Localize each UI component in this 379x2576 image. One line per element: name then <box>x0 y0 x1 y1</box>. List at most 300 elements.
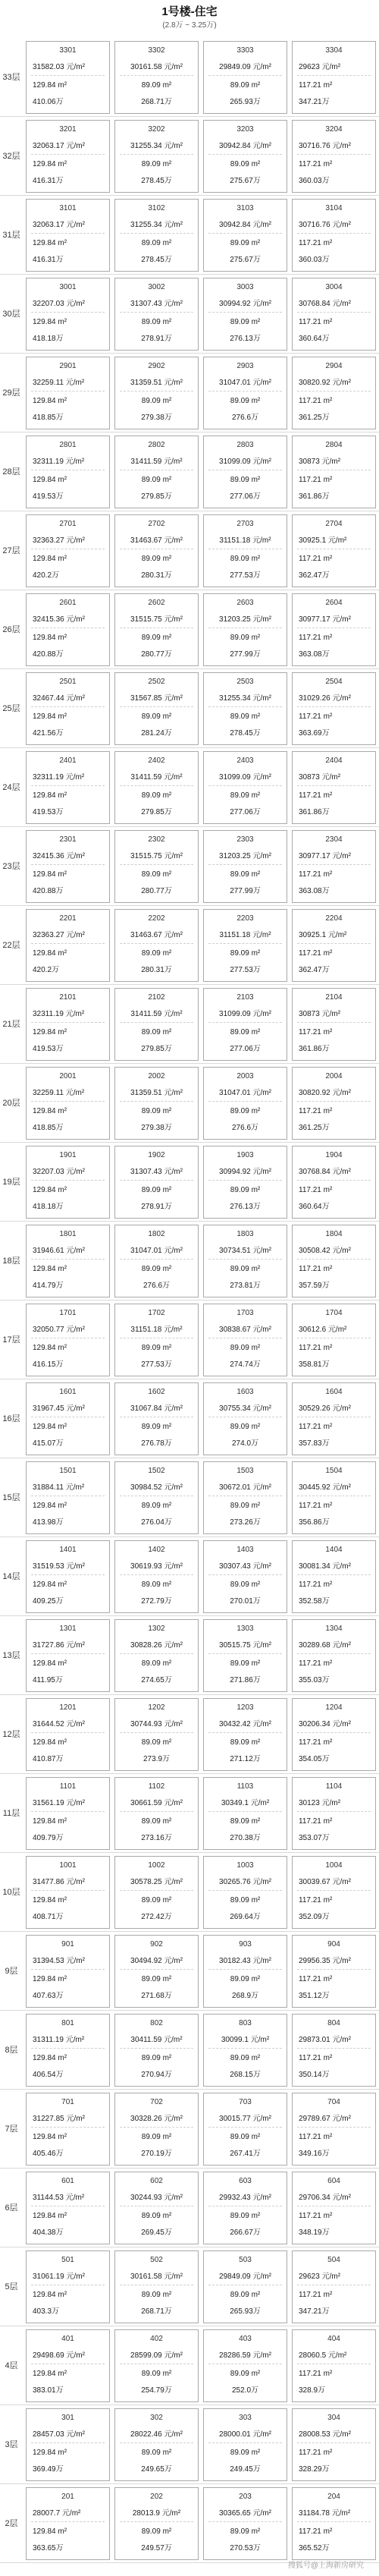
floor-row <box>0 1853 379 1932</box>
unit-unit-price: 28013.9 元/m² <box>132 2509 181 2518</box>
unit-card[interactable] <box>292 2408 376 2481</box>
unit-area: 89.09 m² <box>230 1107 261 1115</box>
floor-label: 16层 <box>2 1414 20 1423</box>
unit-divider <box>297 154 371 155</box>
unit-number: 2203 <box>236 914 254 923</box>
unit-total-price: 279.38万 <box>141 1124 172 1132</box>
unit-card[interactable] <box>292 357 376 429</box>
unit-area: 129.84 m² <box>33 2133 67 2141</box>
unit-card[interactable] <box>292 1146 376 1219</box>
unit-card[interactable] <box>203 41 287 114</box>
unit-card[interactable] <box>114 1619 199 1692</box>
unit-unit-price: 29623 元/m² <box>299 63 341 71</box>
unit-divider <box>31 1022 105 1023</box>
unit-card[interactable] <box>203 2408 287 2481</box>
unit-total-price: 418.85万 <box>33 1124 64 1132</box>
unit-card[interactable] <box>292 278 376 351</box>
unit-list <box>26 1225 376 1297</box>
unit-area: 117.21 m² <box>299 1817 333 1826</box>
unit-unit-price: 30755.34 元/m² <box>219 1404 271 1413</box>
unit-card[interactable] <box>203 2014 287 2087</box>
unit-unit-price: 30977.17 元/m² <box>299 615 351 624</box>
unit-card[interactable] <box>26 1382 110 1455</box>
unit-card[interactable] <box>292 2487 376 2560</box>
unit-divider <box>31 1180 105 1181</box>
unit-card[interactable] <box>26 1067 110 1140</box>
unit-total-price: 277.99万 <box>230 887 261 895</box>
unit-list <box>26 278 376 351</box>
unit-number: 1202 <box>148 1703 165 1712</box>
unit-unit-price: 30445.92 元/m² <box>299 1483 351 1492</box>
unit-area: 129.84 m² <box>33 1659 67 1668</box>
unit-card[interactable] <box>114 830 199 903</box>
unit-total-price: 416.31万 <box>33 177 64 185</box>
unit-number: 2303 <box>236 835 254 844</box>
unit-card[interactable] <box>292 1304 376 1376</box>
unit-card[interactable] <box>203 1540 287 1613</box>
unit-card[interactable] <box>26 988 110 1061</box>
floor-row <box>0 1222 379 1301</box>
unit-card[interactable] <box>203 120 287 193</box>
unit-card[interactable] <box>114 2093 199 2166</box>
unit-number: 3103 <box>236 204 254 212</box>
unit-card[interactable] <box>114 593 199 666</box>
unit-card[interactable] <box>203 2250 287 2323</box>
unit-number: 1403 <box>236 1546 254 1554</box>
unit-unit-price: 30984.52 元/m² <box>130 1483 183 1492</box>
unit-card[interactable] <box>114 1304 199 1376</box>
unit-card[interactable] <box>114 1935 199 2008</box>
unit-card[interactable] <box>114 1540 199 1613</box>
unit-card[interactable] <box>26 2250 110 2323</box>
unit-area: 89.09 m² <box>141 791 172 800</box>
floor-row <box>0 590 379 669</box>
unit-area: 89.09 m² <box>141 1344 172 1352</box>
unit-card[interactable] <box>26 199 110 272</box>
unit-unit-price: 31067.84 元/m² <box>130 1404 183 1413</box>
unit-area: 89.09 m² <box>230 476 261 484</box>
unit-card[interactable] <box>203 2093 287 2166</box>
floor-row <box>0 1537 379 1616</box>
unit-area: 129.84 m² <box>33 2449 67 2457</box>
unit-card[interactable] <box>203 514 287 587</box>
unit-card[interactable] <box>203 436 287 508</box>
unit-total-price: 249.65万 <box>141 2465 172 2474</box>
unit-area: 129.84 m² <box>33 1423 67 1431</box>
unit-list <box>26 988 376 1061</box>
floor-label: 29层 <box>2 388 20 398</box>
unit-card[interactable] <box>292 436 376 508</box>
floor-label: 17层 <box>2 1335 20 1345</box>
unit-unit-price: 30349.1 元/m² <box>221 1799 270 1807</box>
floor-label: 7层 <box>5 2124 18 2134</box>
unit-number: 1404 <box>325 1546 343 1554</box>
unit-list <box>26 2172 376 2244</box>
unit-total-price: 265.93万 <box>230 2307 261 2316</box>
unit-card[interactable] <box>26 1225 110 1297</box>
unit-card[interactable] <box>292 593 376 666</box>
unit-card[interactable] <box>292 1225 376 1297</box>
unit-card[interactable] <box>203 1777 287 1850</box>
unit-area: 89.09 m² <box>230 555 261 563</box>
unit-unit-price: 30768.84 元/m² <box>299 300 351 308</box>
unit-card[interactable] <box>26 2487 110 2560</box>
unit-unit-price: 29849.09 元/m² <box>219 63 271 71</box>
unit-card[interactable] <box>26 593 110 666</box>
unit-card[interactable] <box>114 1225 199 1297</box>
unit-total-price: 363.69万 <box>299 729 330 738</box>
unit-card[interactable] <box>114 1698 199 1771</box>
unit-area: 129.84 m² <box>33 1107 67 1115</box>
unit-card[interactable] <box>114 751 199 824</box>
unit-card[interactable] <box>292 1777 376 1850</box>
unit-total-price: 328.9万 <box>299 2386 326 2395</box>
unit-total-price: 270.53万 <box>230 2544 261 2552</box>
unit-divider <box>120 154 193 155</box>
unit-card[interactable] <box>203 672 287 745</box>
unit-unit-price: 32207.03 元/m² <box>33 300 85 308</box>
unit-unit-price: 32311.19 元/m² <box>33 773 85 782</box>
unit-card[interactable] <box>26 1304 110 1376</box>
unit-divider <box>31 1259 105 1260</box>
unit-unit-price: 30529.26 元/m² <box>299 1404 351 1413</box>
floor-row <box>0 1064 379 1143</box>
unit-card[interactable] <box>26 41 110 114</box>
floor-label: 11层 <box>2 1808 20 1818</box>
floor-grid <box>0 38 379 2563</box>
unit-card[interactable] <box>292 514 376 587</box>
unit-list <box>26 2487 376 2560</box>
unit-area: 117.21 m² <box>299 2527 333 2536</box>
unit-card[interactable] <box>203 830 287 903</box>
unit-unit-price: 30977.17 元/m² <box>299 852 351 860</box>
unit-card[interactable] <box>114 1146 199 1219</box>
unit-card[interactable] <box>203 199 287 272</box>
unit-card[interactable] <box>292 1382 376 1455</box>
unit-area: 89.09 m² <box>230 1186 261 1194</box>
unit-card[interactable] <box>114 41 199 114</box>
unit-area: 117.21 m² <box>299 1659 333 1668</box>
unit-area: 117.21 m² <box>299 949 333 958</box>
unit-number: 701 <box>61 2098 74 2106</box>
floor-label: 12层 <box>2 1729 20 1739</box>
unit-card[interactable] <box>203 1856 287 1929</box>
unit-total-price: 354.05万 <box>299 1755 330 1763</box>
unit-total-price: 360.64万 <box>299 1203 330 1211</box>
unit-total-price: 280.77万 <box>141 650 172 659</box>
unit-total-price: 363.65万 <box>33 2544 64 2552</box>
unit-card[interactable] <box>26 278 110 351</box>
unit-area: 117.21 m² <box>299 1344 333 1352</box>
unit-card[interactable] <box>114 1067 199 1140</box>
unit-card[interactable] <box>26 751 110 824</box>
unit-total-price: 355.03万 <box>299 1676 330 1684</box>
unit-card[interactable] <box>292 1461 376 1534</box>
unit-card[interactable] <box>26 1856 110 1929</box>
unit-number: 3201 <box>59 125 77 134</box>
unit-card[interactable] <box>26 2014 110 2087</box>
unit-number: 2004 <box>325 1072 343 1080</box>
unit-card[interactable] <box>26 830 110 903</box>
unit-total-price: 279.85万 <box>141 492 172 501</box>
unit-card[interactable] <box>292 909 376 982</box>
unit-card[interactable] <box>26 2408 110 2481</box>
unit-card[interactable] <box>26 909 110 982</box>
unit-unit-price: 30768.84 元/m² <box>299 1168 351 1176</box>
unit-card[interactable] <box>203 909 287 982</box>
unit-area: 89.09 m² <box>141 2370 172 2378</box>
unit-area: 89.09 m² <box>141 2054 172 2062</box>
unit-unit-price: 30015.77 元/m² <box>219 2115 271 2123</box>
unit-divider <box>297 627 371 628</box>
unit-card[interactable] <box>292 2329 376 2402</box>
unit-card[interactable] <box>292 2172 376 2244</box>
unit-area: 89.09 m² <box>230 239 261 247</box>
unit-card[interactable] <box>26 672 110 745</box>
unit-number: 1601 <box>59 1388 77 1396</box>
unit-area: 89.09 m² <box>230 81 261 90</box>
unit-card[interactable] <box>114 988 199 1061</box>
unit-card[interactable] <box>203 1146 287 1219</box>
unit-area: 89.09 m² <box>230 318 261 326</box>
unit-card[interactable] <box>203 2172 287 2244</box>
unit-unit-price: 31515.75 元/m² <box>130 615 183 624</box>
unit-card[interactable] <box>26 2093 110 2166</box>
unit-card[interactable] <box>26 2329 110 2402</box>
unit-card[interactable] <box>26 1540 110 1613</box>
floor-label: 25层 <box>2 703 20 713</box>
unit-divider <box>31 2442 105 2443</box>
unit-card[interactable] <box>292 120 376 193</box>
unit-area: 117.21 m² <box>299 2291 333 2299</box>
unit-unit-price: 31582.03 元/m² <box>33 63 85 71</box>
unit-card[interactable] <box>203 1382 287 1455</box>
unit-card[interactable] <box>114 2172 199 2244</box>
unit-unit-price: 30081.34 元/m² <box>299 1562 351 1571</box>
unit-number: 1701 <box>59 1309 77 1317</box>
unit-number: 1502 <box>148 1467 165 1475</box>
unit-card[interactable] <box>114 2487 199 2560</box>
unit-area: 129.84 m² <box>33 2212 67 2220</box>
unit-card[interactable] <box>292 988 376 1061</box>
unit-unit-price: 32063.17 元/m² <box>33 221 85 229</box>
unit-card[interactable] <box>26 2172 110 2244</box>
unit-total-price: 277.53万 <box>230 966 261 974</box>
unit-card[interactable] <box>26 436 110 508</box>
unit-divider <box>208 706 282 707</box>
unit-number: 3303 <box>236 46 254 55</box>
unit-card[interactable] <box>114 1856 199 1929</box>
unit-total-price: 349.16万 <box>299 2150 330 2158</box>
unit-divider <box>31 233 105 234</box>
unit-card[interactable] <box>203 1225 287 1297</box>
unit-total-price: 280.31万 <box>141 966 172 974</box>
unit-list <box>26 2408 376 2481</box>
unit-total-price: 419.53万 <box>33 492 64 501</box>
unit-card[interactable] <box>114 2329 199 2402</box>
unit-card[interactable] <box>292 2014 376 2087</box>
unit-area: 129.84 m² <box>33 318 67 326</box>
unit-divider <box>31 1101 105 1102</box>
unit-card[interactable] <box>203 2329 287 2402</box>
unit-divider <box>31 1890 105 1891</box>
unit-total-price: 421.56万 <box>33 729 64 738</box>
unit-area: 89.09 m² <box>141 1581 172 1589</box>
unit-number: 2101 <box>59 993 77 1002</box>
unit-total-price: 278.45万 <box>141 256 172 264</box>
unit-card[interactable] <box>114 278 199 351</box>
unit-unit-price: 31307.43 元/m² <box>130 300 183 308</box>
unit-card[interactable] <box>203 1619 287 1692</box>
unit-total-price: 278.45万 <box>141 177 172 185</box>
unit-unit-price: 32050.77 元/m² <box>33 1326 85 1334</box>
unit-unit-price: 30039.67 元/m² <box>299 1878 351 1886</box>
unit-card[interactable] <box>114 199 199 272</box>
unit-area: 129.84 m² <box>33 791 67 800</box>
unit-total-price: 271.68万 <box>141 1992 172 2000</box>
unit-card[interactable] <box>203 1935 287 2008</box>
unit-unit-price: 32363.27 元/m² <box>33 931 85 939</box>
unit-unit-price: 30873 元/m² <box>299 773 341 782</box>
unit-card[interactable] <box>26 120 110 193</box>
unit-number: 2703 <box>236 520 254 528</box>
unit-unit-price: 30515.75 元/m² <box>219 1641 271 1650</box>
unit-unit-price: 30182.43 元/m² <box>219 1957 271 1965</box>
unit-total-price: 279.85万 <box>141 808 172 816</box>
unit-divider <box>31 1969 105 1970</box>
unit-card[interactable] <box>114 2250 199 2323</box>
unit-card[interactable] <box>292 751 376 824</box>
unit-card[interactable] <box>203 1304 287 1376</box>
unit-unit-price: 31255.34 元/m² <box>130 142 183 150</box>
unit-card[interactable] <box>26 1935 110 2008</box>
unit-card[interactable] <box>292 1698 376 1771</box>
unit-total-price: 411.95万 <box>33 1676 63 1684</box>
unit-area: 89.09 m² <box>230 1265 261 1273</box>
unit-card[interactable] <box>114 1461 199 1534</box>
unit-card[interactable] <box>26 1146 110 1219</box>
floor-label: 4层 <box>5 2361 18 2370</box>
unit-area: 117.21 m² <box>299 2054 333 2062</box>
unit-unit-price: 32467.44 元/m² <box>33 694 85 703</box>
unit-card[interactable] <box>26 1619 110 1692</box>
unit-card[interactable] <box>114 909 199 982</box>
unit-card[interactable] <box>292 41 376 114</box>
unit-card[interactable] <box>114 514 199 587</box>
unit-number: 1501 <box>59 1467 77 1475</box>
unit-card[interactable] <box>203 2487 287 2560</box>
unit-unit-price: 31967.45 元/m² <box>33 1404 85 1413</box>
unit-card[interactable] <box>292 1619 376 1692</box>
floor-label: 21层 <box>2 1019 20 1029</box>
unit-card[interactable] <box>26 1777 110 1850</box>
unit-total-price: 361.86万 <box>299 492 330 501</box>
unit-number: 1003 <box>236 1861 254 1870</box>
unit-number: 1901 <box>59 1151 77 1159</box>
unit-area: 117.21 m² <box>299 318 333 326</box>
unit-area: 89.09 m² <box>141 1896 172 1904</box>
unit-number: 1103 <box>236 1782 254 1791</box>
unit-area: 89.09 m² <box>230 2133 261 2141</box>
unit-card[interactable] <box>114 120 199 193</box>
unit-divider <box>208 1022 282 1023</box>
unit-card[interactable] <box>203 1067 287 1140</box>
unit-card[interactable] <box>292 1935 376 2008</box>
unit-card[interactable] <box>203 1461 287 1534</box>
unit-card[interactable] <box>292 1856 376 1929</box>
floor-label: 13层 <box>2 1650 20 1660</box>
unit-divider <box>297 1890 371 1891</box>
unit-card[interactable] <box>203 988 287 1061</box>
unit-card[interactable] <box>114 357 199 429</box>
unit-total-price: 273.16万 <box>141 1834 172 1842</box>
unit-card[interactable] <box>292 1540 376 1613</box>
unit-card[interactable] <box>114 2014 199 2087</box>
unit-card[interactable] <box>26 357 110 429</box>
floor-row <box>0 1932 379 2011</box>
unit-unit-price: 30265.76 元/m² <box>219 1878 271 1886</box>
unit-number: 2701 <box>59 520 77 528</box>
unit-unit-price: 31255.34 元/m² <box>219 694 271 703</box>
unit-number: 2502 <box>148 678 165 686</box>
unit-card[interactable] <box>114 2408 199 2481</box>
unit-card[interactable] <box>203 593 287 666</box>
unit-unit-price: 31394.53 元/m² <box>33 1957 85 1965</box>
unit-area: 89.09 m² <box>141 1107 172 1115</box>
unit-area: 117.21 m² <box>299 1975 333 1983</box>
unit-card[interactable] <box>292 199 376 272</box>
unit-card[interactable] <box>292 2250 376 2323</box>
unit-total-price: 273.9万 <box>143 1755 171 1763</box>
unit-card[interactable] <box>26 1461 110 1534</box>
unit-list <box>26 593 376 666</box>
unit-card[interactable] <box>292 830 376 903</box>
unit-card[interactable] <box>26 514 110 587</box>
unit-card[interactable] <box>114 436 199 508</box>
unit-unit-price: 31946.61 元/m² <box>33 1247 85 1255</box>
unit-area: 89.09 m² <box>230 160 261 168</box>
unit-unit-price: 30925.1 元/m² <box>299 931 347 939</box>
unit-card[interactable] <box>292 2093 376 2166</box>
unit-total-price: 407.63万 <box>33 1992 64 2000</box>
unit-total-price: 352.58万 <box>299 1597 330 1606</box>
unit-card[interactable] <box>203 357 287 429</box>
unit-card[interactable] <box>203 278 287 351</box>
unit-divider <box>120 785 193 786</box>
unit-total-price: 273.26万 <box>230 1518 261 1527</box>
unit-unit-price: 29956.35 元/m² <box>299 1957 351 1965</box>
unit-list <box>26 1146 376 1219</box>
unit-total-price: 277.53万 <box>230 571 261 580</box>
unit-number: 1402 <box>148 1546 165 1554</box>
unit-card[interactable] <box>26 1698 110 1771</box>
unit-number: 1101 <box>59 1782 77 1791</box>
unit-card[interactable] <box>203 751 287 824</box>
unit-card[interactable] <box>203 1698 287 1771</box>
unit-card[interactable] <box>114 1777 199 1850</box>
unit-card[interactable] <box>114 1382 199 1455</box>
unit-number: 802 <box>150 2019 163 2027</box>
unit-area: 89.09 m² <box>141 239 172 247</box>
unit-number: 1802 <box>148 1230 165 1238</box>
unit-card[interactable] <box>292 1067 376 1140</box>
unit-area: 89.09 m² <box>141 1265 172 1273</box>
floor-row <box>0 2169 379 2247</box>
unit-card[interactable] <box>114 672 199 745</box>
unit-divider <box>31 706 105 707</box>
unit-area: 129.84 m² <box>33 1186 67 1194</box>
unit-card[interactable] <box>292 672 376 745</box>
